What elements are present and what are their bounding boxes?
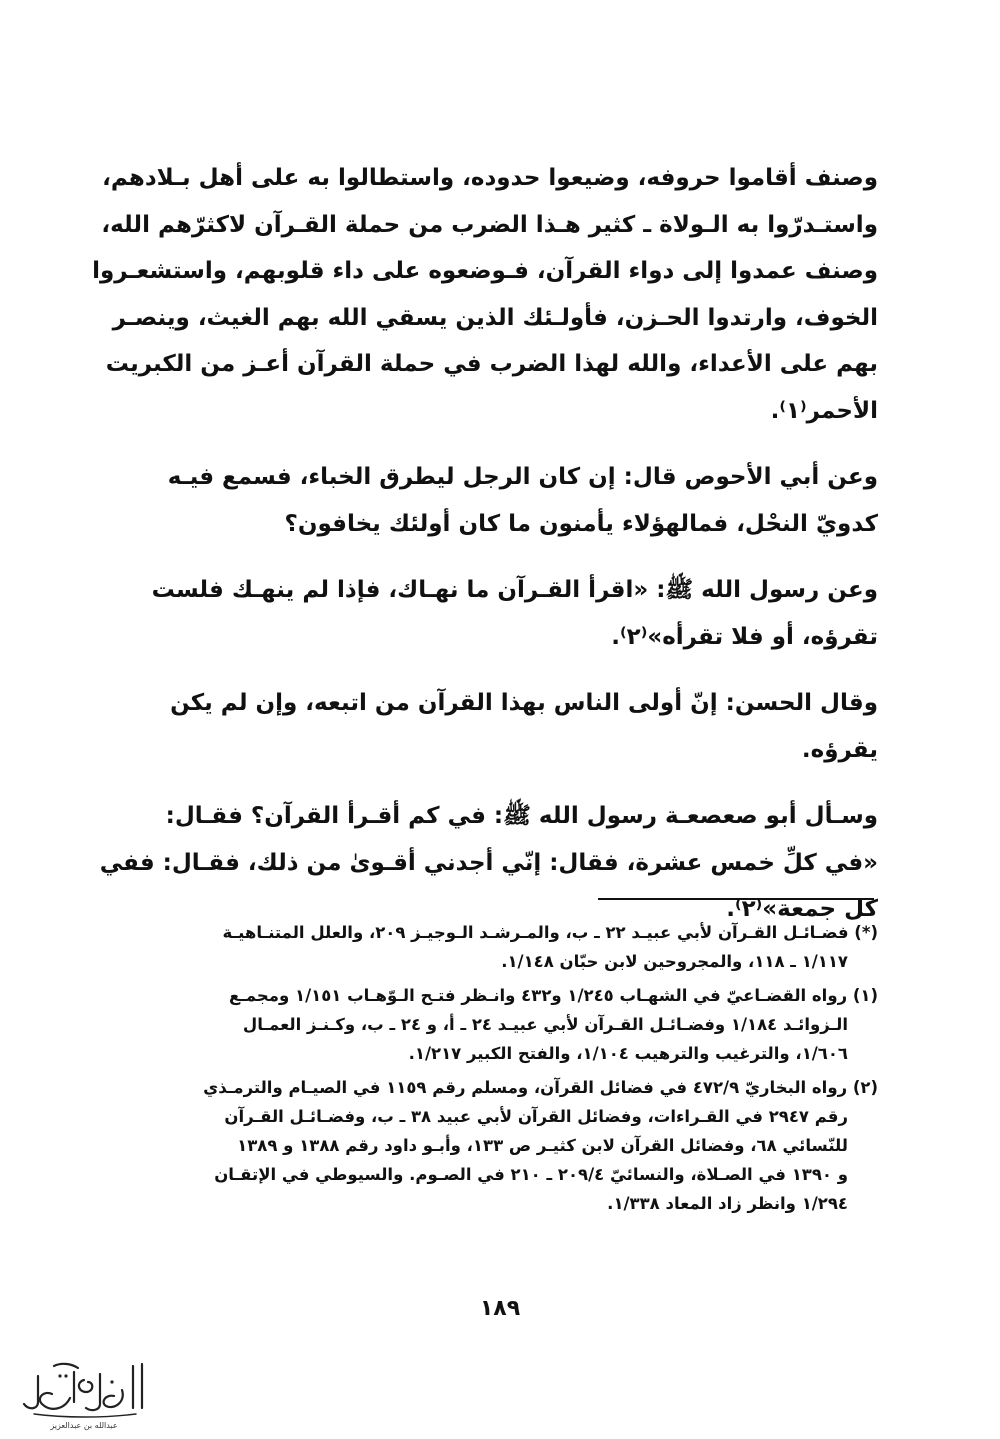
text-line: وعن أبي الأحوص قال: إن كان الرجل ليطرق الخباء، فسمع فيـه xyxy=(167,464,878,490)
footnote-divider xyxy=(598,898,874,900)
text-line: كل جمعة»⁽٢⁾. xyxy=(726,896,878,922)
paragraph-abu-sasaa xyxy=(99,793,878,933)
footnote-line: (٢) رواه البخاريّ ٤٧٢/٩ في فضائل القرآن، ومسلم رقم ١١٥٩ في الصيـام والترمـذي xyxy=(203,1078,878,1097)
text-line: «في كلِّ خمس عشرة، فقال: إنّي أجدني أقـوىٰ من ذلك، فقـال: ففي xyxy=(99,849,878,876)
footnotes xyxy=(180,918,878,1223)
footnote-line: (*) فضـائـل القـرآن لأبي عبيـد ٢٢ ـ ب، والمـرشـد الـوجيـز ٢٠٩، والعلل المتنـاهيـة xyxy=(222,923,878,942)
footnote-1 xyxy=(180,981,878,1068)
text-line: واستـدرّوا به الـولاة ـ كثير هـذا الضرب من حملة القـرآن لاكثرّهم الله، xyxy=(101,211,878,238)
footnote-line: ١/١١٧ ـ ١١٨، والمجروحين لابن حبّان ١/١٤٨. xyxy=(501,952,848,971)
text-line: كدويّ النحْل، فمالهؤلاء يأمنون ما كان أولئك يخافون؟ xyxy=(284,510,878,537)
text-line: وعن رسول الله ﷺ: «اقرأ القـرآن ما نهـاك، فإذا لم ينهـك فلست xyxy=(151,577,878,603)
footnote-line: للنّسائي ٦٨، وفضائل القرآن لابن كثيـر ص ١٣٣، وأبـو داود رقم ١٣٨٨ و ١٣٨٩ xyxy=(237,1136,848,1155)
text-line: الأحمر⁽١⁾. xyxy=(770,397,878,424)
text-line: تقرؤه، أو فلا تقرأه»⁽٢⁾. xyxy=(611,623,878,650)
footnote-line: و ١٣٩٠ في الصـلاة، والنسائيّ ٢٠٩/٤ ـ ٢١٠ في الصـوم. والسيوطي في الإتقـان xyxy=(214,1165,848,1184)
calligraphy-watermark-logo xyxy=(14,1352,154,1432)
paragraph-kinds-of-readers xyxy=(92,155,878,434)
text-line: وصنف أقاموا حروفه، وضيعوا حدوده، واستطالوا به على أهل بـلادهم، xyxy=(102,165,878,191)
footnote-line: ١/٦٠٦، والترغيب والترهيب ١/١٠٤، والفتح الكبير ١/٢١٧. xyxy=(408,1044,848,1063)
page-number: ١٨٩ xyxy=(479,1296,521,1321)
footnote-line: ١/٢٩٤ وانظر زاد المعاد ١/٣٣٨. xyxy=(607,1194,848,1213)
main-text xyxy=(92,155,878,953)
paragraph-abu-al-ahwas xyxy=(167,454,878,547)
text-line: يقرؤه. xyxy=(801,736,878,763)
text-line: وصنف عمدوا إلى دواء القرآن، فـوضعوه على داء قلوبهم، واستشعـروا xyxy=(92,258,878,284)
footnote-line: رقم ٢٩٤٧ في القـراءات، وفضائل القرآن لأبي عبيد ٣٨ ـ ب، وفضـائـل القـرآن xyxy=(224,1107,848,1126)
footnote-line: الـزوائـد ١/١٨٤ وفضـائـل القـرآن لأبي عبيـد ٢٤ ـ أ، و ٢٤ ـ ب، وكـنـز العمـال xyxy=(242,1015,848,1034)
text-line: وقال الحسن: إنّ أولى الناس بهذا القرآن من اتبعه، وإن لم يكن xyxy=(170,690,878,716)
footnote-star xyxy=(180,918,878,976)
text-line: الخوف، وارتدوا الحـزن، فأولـئك الذين يسقي الله بهم الغيث، وينصـر xyxy=(112,304,878,331)
paragraph-al-hasan xyxy=(170,680,878,773)
footnote-2 xyxy=(180,1073,878,1218)
text-line: بهم على الأعداء، والله لهذا الضرب في حملة القرآن أعـز من الكبريت xyxy=(105,351,878,377)
text-line: وسـأل أبو صعصعـة رسول الله ﷺ: في كم أقـرأ القرآن؟ فقـال: xyxy=(165,803,878,829)
footnote-line: (١) رواه القضـاعيّ في الشهـاب ١/٢٤٥ و٤٣٢ وانـظر فتـح الـوّهـاب ١/١٥١ ومجمـع xyxy=(228,986,878,1005)
paragraph-prophet-hadith xyxy=(151,567,878,660)
watermark-subtext: عبدالله بن عبدالعزيز xyxy=(50,1421,118,1430)
